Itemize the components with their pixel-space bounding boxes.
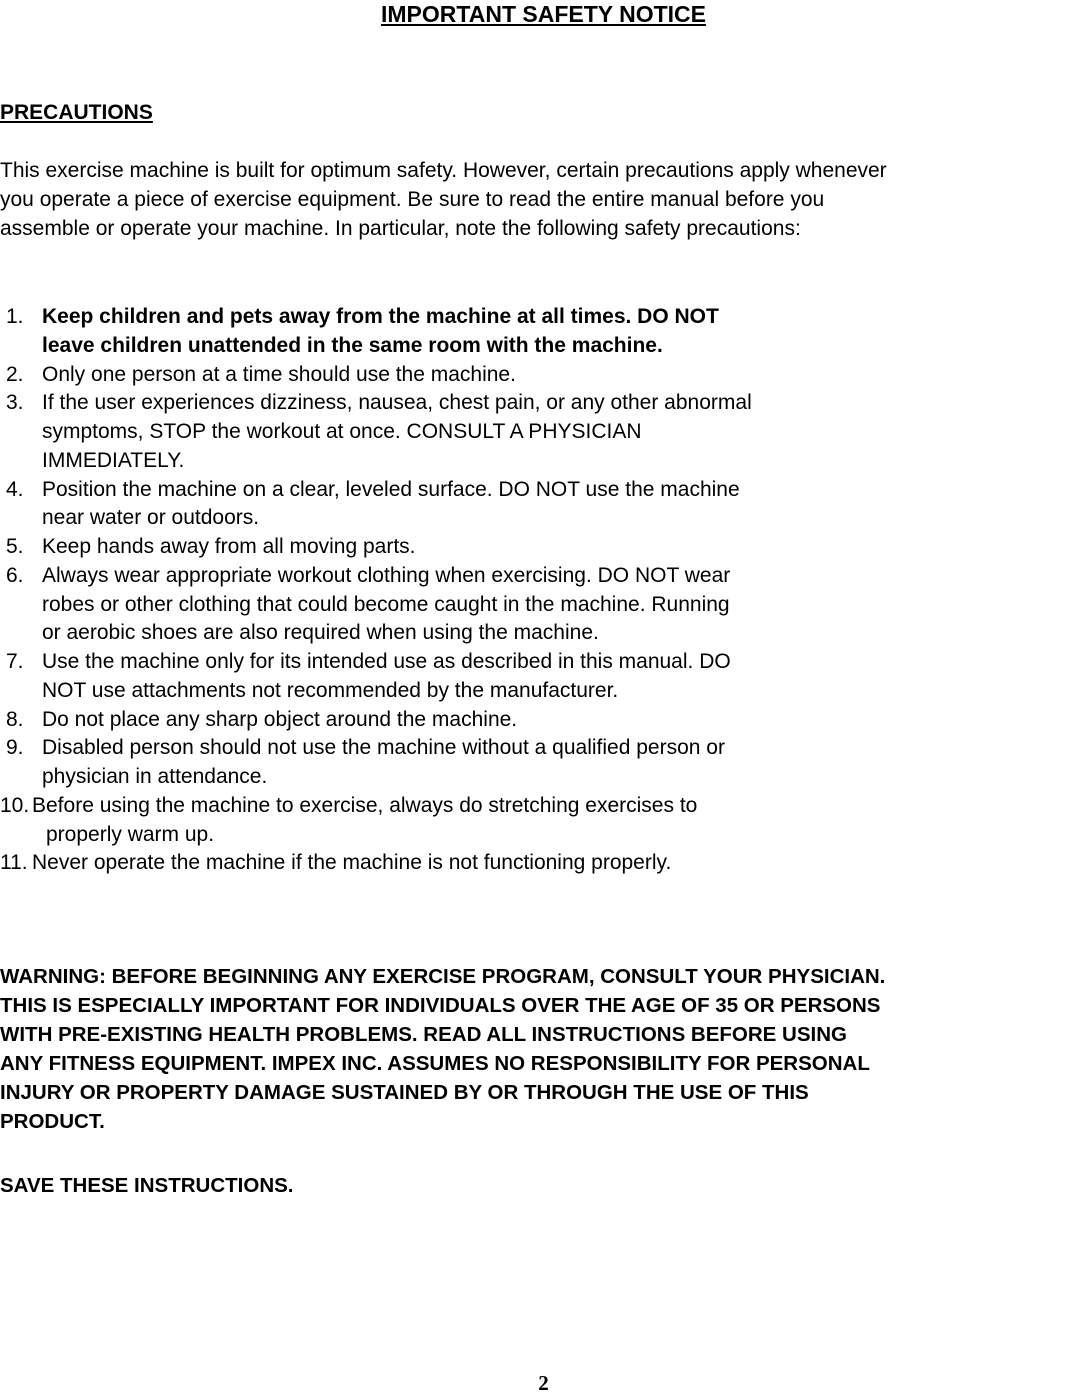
list-text: Disabled person should not use the machine without a qualified person or bbox=[42, 736, 725, 760]
list-item-continuation bbox=[0, 677, 752, 706]
list-item bbox=[0, 361, 752, 390]
list-item bbox=[0, 792, 752, 821]
list-text: robes or other clothing that could become caught in the machine. Running bbox=[42, 592, 730, 616]
list-item-continuation bbox=[0, 447, 752, 476]
list-text: or aerobic shoes are also required when using the machine. bbox=[42, 621, 599, 645]
warning-line: PRODUCT. bbox=[0, 1109, 105, 1133]
list-text: leave children unattended in the same room with the machine. bbox=[42, 333, 663, 357]
list-number: 4. bbox=[6, 477, 24, 501]
list-item bbox=[0, 533, 752, 562]
precautions-list bbox=[0, 303, 752, 878]
list-text: Before using the machine to exercise, always do stretching exercises to bbox=[32, 793, 698, 817]
list-text: physician in attendance. bbox=[42, 765, 268, 788]
list-number: 6. bbox=[6, 563, 24, 587]
list-text: Do not place any sharp object around the machine. bbox=[42, 707, 518, 731]
list-text: Use the machine only for its intended use as described in this manual. DO bbox=[42, 650, 731, 673]
list-item bbox=[0, 303, 752, 332]
list-item-continuation bbox=[0, 504, 752, 533]
list-item-continuation bbox=[0, 332, 752, 361]
list-text: IMMEDIATELY. bbox=[42, 448, 185, 472]
precautions-heading: PRECAUTIONS bbox=[0, 101, 153, 124]
intro-line: assemble or operate your machine. In particular, note the following safety precautions: bbox=[0, 216, 801, 240]
list-item-continuation bbox=[0, 619, 752, 648]
list-item-continuation bbox=[0, 763, 752, 792]
intro-paragraph bbox=[0, 157, 887, 243]
list-number: 10. bbox=[0, 793, 30, 817]
list-number: 11. bbox=[0, 851, 28, 875]
warning-line: ANY FITNESS EQUIPMENT. IMPEX INC. ASSUMES NO RESPONSIBILITY FOR PERSONAL bbox=[0, 1051, 870, 1075]
list-number: 5. bbox=[6, 535, 24, 558]
list-number: 3. bbox=[6, 391, 24, 415]
warning-line: INJURY OR PROPERTY DAMAGE SUSTAINED BY OR THROUGH THE USE OF THIS bbox=[0, 1080, 809, 1104]
list-text: properly warm up. bbox=[46, 822, 215, 846]
list-number: 7. bbox=[6, 650, 24, 673]
intro-line: you operate a piece of exercise equipment. Be sure to read the entire manual before you bbox=[0, 187, 825, 211]
list-item bbox=[0, 849, 752, 878]
warning-line: WARNING: BEFORE BEGINNING ANY EXERCISE PROGRAM, CONSULT YOUR PHYSICIAN. bbox=[0, 965, 886, 988]
list-item-continuation bbox=[0, 418, 752, 447]
list-item bbox=[0, 706, 752, 735]
list-text: Keep children and pets away from the machine at all times. DO NOT bbox=[42, 305, 719, 328]
warning-line: THIS IS ESPECIALLY IMPORTANT FOR INDIVIDUALS OVER THE AGE OF 35 OR PERSONS bbox=[0, 993, 881, 1017]
list-number: 9. bbox=[6, 736, 24, 760]
page-number: 2 bbox=[538, 1371, 549, 1395]
list-text: NOT use attachments not recommended by the manufacturer. bbox=[42, 678, 619, 702]
warning-block bbox=[0, 963, 885, 1136]
list-text: If the user experiences dizziness, nausea, chest pain, or any other abnormal bbox=[42, 391, 752, 415]
list-item bbox=[0, 562, 752, 591]
list-item bbox=[0, 476, 752, 505]
list-item bbox=[0, 389, 752, 418]
list-item bbox=[0, 734, 752, 763]
list-text: Keep hands away from all moving parts. bbox=[42, 535, 416, 558]
list-text: Position the machine on a clear, leveled surface. DO NOT use the machine bbox=[42, 477, 740, 501]
list-item bbox=[0, 648, 752, 677]
list-number: 8. bbox=[6, 707, 24, 731]
list-text: Only one person at a time should use the machine. bbox=[42, 362, 516, 386]
save-instructions: SAVE THESE INSTRUCTIONS. bbox=[0, 1174, 294, 1197]
list-text: near water or outdoors. bbox=[42, 506, 260, 530]
list-text: Never operate the machine if the machine is not functioning properly. bbox=[32, 851, 672, 875]
list-number: 2. bbox=[6, 362, 24, 386]
list-number: 1. bbox=[6, 305, 24, 328]
list-item-continuation bbox=[0, 591, 752, 620]
list-text: symptoms, STOP the workout at once. CONSULT A PHYSICIAN bbox=[42, 420, 642, 443]
page-title: IMPORTANT SAFETY NOTICE bbox=[381, 1, 706, 27]
warning-line: WITH PRE-EXISTING HEALTH PROBLEMS. READ ALL INSTRUCTIONS BEFORE USING bbox=[0, 1022, 847, 1046]
intro-line: This exercise machine is built for optimum safety. However, certain precautions apply whenever bbox=[0, 159, 887, 182]
list-text: Always wear appropriate workout clothing when exercising. DO NOT wear bbox=[42, 563, 731, 587]
list-item-continuation bbox=[0, 821, 752, 850]
